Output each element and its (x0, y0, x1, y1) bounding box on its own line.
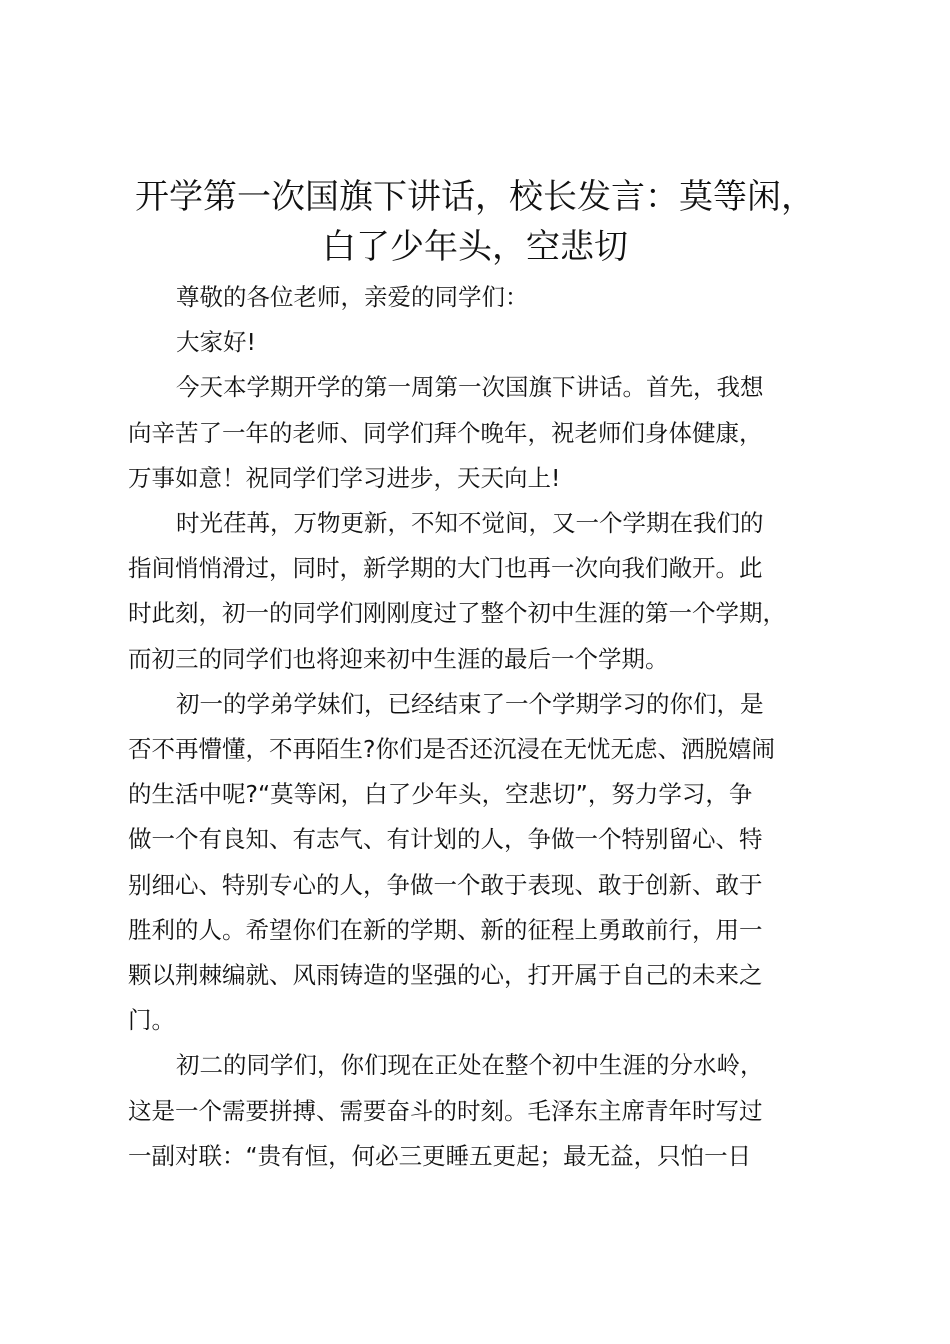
text-line: 指间悄悄滑过，同时，新学期的大门也再一次向我们敞开。此 (128, 554, 763, 583)
text-line: 的生活中呢?“莫等闲，白了少年头，空悲切”，努力学习，争 (128, 780, 753, 809)
text-line: 胜利的人。希望你们在新的学期、新的征程上勇敢前行，用一 (128, 915, 763, 944)
text-line: 向辛苦了一年的老师、同学们拜个晚年，祝老师们身体健康， (128, 418, 763, 447)
text-line: 一副对联：“贵有恒，何必三更睡五更起；最无益，只怕一日 (128, 1141, 752, 1170)
text-line: 做一个有良知、有志气、有计划的人，争做一个特别留心、特 (128, 825, 763, 854)
text-line: 尊敬的各位老师，亲爱的同学们： (176, 283, 529, 311)
paragraph-grade-two (128, 1043, 828, 1179)
document-body (128, 275, 828, 1179)
text-line: 否不再懵懂，不再陌生?你们是否还沉浸在无忧无虑、洒脱嬉闹 (128, 735, 775, 764)
text-line: 门。 (128, 1006, 175, 1035)
text-line: 初一的学弟学妹们，已经结束了一个学期学习的你们，是 (176, 689, 764, 718)
text-line: 时光荏苒，万物更新，不知不觉间，又一个学期在我们的 (176, 509, 764, 538)
paragraph-grade-one (128, 682, 828, 1044)
text-line: 而初三的同学们也将迎来初中生涯的最后一个学期。 (128, 644, 669, 673)
text-line: 这是一个需要拼搏、需要奋斗的时刻。毛泽东主席青年时写过 (128, 1096, 763, 1125)
text-line: 颗以荆棘编就、风雨铸造的坚强的心，打开属于自己的未来之 (128, 961, 763, 990)
paragraph-hello (128, 320, 828, 365)
paragraph-intro (128, 365, 828, 501)
title-line-1: 开学第一次国旗下讲话，校长发言：莫等闲， (135, 177, 815, 217)
text-line: 今天本学期开学的第一周第一次国旗下讲话。首先，我想 (176, 373, 764, 402)
paragraph-greeting (128, 275, 828, 320)
text-line: 初二的同学们，你们现在正处在整个初中生涯的分水岭， (176, 1051, 764, 1080)
paragraph-time (128, 501, 828, 682)
text-line: 万事如意！祝同学们学习进步，天天向上! (128, 463, 561, 492)
text-line: 大家好! (176, 328, 256, 357)
document-title (110, 172, 840, 272)
text-line: 别细心、特别专心的人，争做一个敢于表现、敢于创新、敢于 (128, 870, 763, 899)
text-line: 时此刻，初一的同学们刚刚度过了整个初中生涯的第一个学期， (128, 599, 786, 628)
title-line-2: 白了少年头，空悲切 (322, 227, 628, 267)
